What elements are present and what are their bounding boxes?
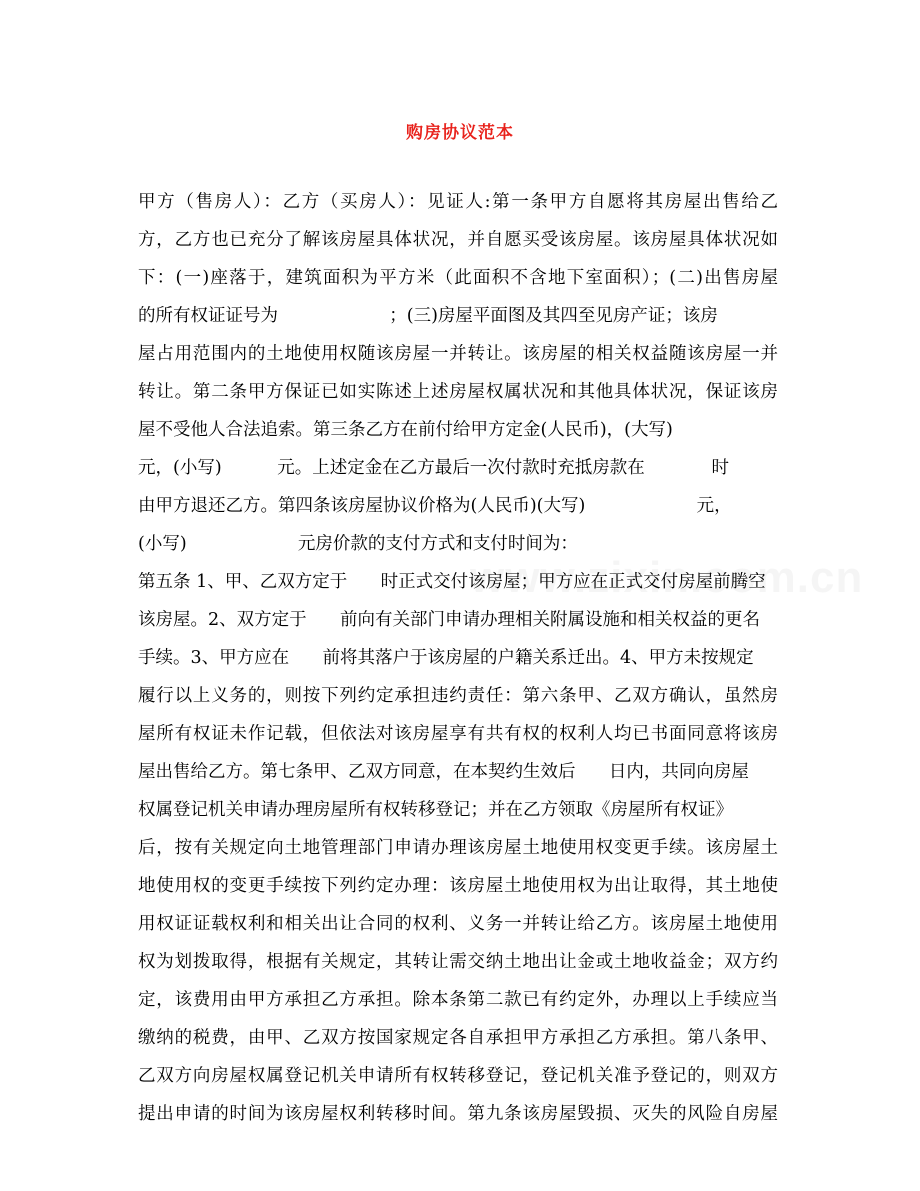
body-line: 第五条 1、甲、乙双方定于 时正式交付该房屋；甲方应在正式交付房屋前腾空 bbox=[138, 572, 766, 592]
body-line: 乙双方向房屋权属登记机关申请所有权转移登记，登记机关准予登记的，则双方 bbox=[138, 1066, 778, 1086]
body-line: 该房屋。2、双方定于 前向有关部门申请办理相关附属设施和相关权益的更名 bbox=[138, 610, 761, 630]
body-line: 下：(一)座落于，建筑面积为平方米（此面积不含地下室面积）；(二)出售房屋 bbox=[138, 268, 778, 288]
body-line: 履行以上义务的，则按下列约定承担违约责任：第六条甲、乙双方确认，虽然房 bbox=[138, 686, 778, 706]
page-title: 购房协议范本 bbox=[406, 123, 514, 143]
body-line: 元，(小写) 元。上述定金在乙方最后一次付款时充抵房款在 时 bbox=[138, 458, 730, 478]
body-line: 甲方（售房人）：乙方（买房人）：见证人:第一条甲方自愿将其房屋出售给乙 bbox=[138, 192, 778, 212]
body-line: 缴纳的税费，由甲、乙双方按国家规定各自承担甲方承担乙方承担。第八条甲、 bbox=[138, 1028, 778, 1048]
body-line: 提出申请的时间为该房屋权利转移时间。第九条该房屋毁损、灭失的风险自房屋 bbox=[138, 1104, 778, 1124]
body-line: 由甲方退还乙方。第四条该房屋协议价格为(人民币)(大写) 元， bbox=[138, 496, 732, 516]
body-line: 转让。第二条甲方保证已如实陈述上述房屋权属状况和其他具体状况，保证该房 bbox=[138, 382, 778, 402]
body-line: 屋不受他人合法追索。第三条乙方在前付给甲方定金(人民币)，(大写) bbox=[138, 420, 673, 440]
body-line: 的所有权证证号为 ；(三)房屋平面图及其四至见房产证；该房 bbox=[138, 306, 718, 326]
body-line: 屋所有权证未作记载，但依法对该房屋享有共有权的权利人均已书面同意将该房 bbox=[138, 724, 778, 744]
body-line: (小写) 元房价款的支付方式和支付时间为： bbox=[138, 534, 578, 554]
body-line: 屋出售给乙方。第七条甲、乙双方同意，在本契约生效后 日内，共同向房屋 bbox=[138, 762, 749, 782]
body-line: 地使用权的变更手续按下列约定办理：该房屋土地使用权为出让取得，其土地使 bbox=[138, 876, 778, 896]
body-line: 手续。3、甲方应在 前将其落户于该房屋的户籍关系迁出。4、甲方未按规定 bbox=[138, 648, 754, 668]
body-line: 方，乙方也已充分了解该房屋具体状况，并自愿买受该房屋。该房屋具体状况如 bbox=[138, 230, 778, 250]
body-line: 屋占用范围内的土地使用权随该房屋一并转让。该房屋的相关权益随该房屋一并 bbox=[138, 344, 778, 364]
body-line: 用权证证载权利和相关出让合同的权利、义务一并转让给乙方。该房屋土地使用 bbox=[138, 914, 778, 934]
body-line: 权为划拨取得，根据有关规定，其转让需交纳土地出让金或土地收益金；双方约 bbox=[138, 952, 778, 972]
body-line: 后，按有关规定向土地管理部门申请办理该房屋土地使用权变更手续。该房屋土 bbox=[138, 838, 778, 858]
body-line: 权属登记机关申请办理房屋所有权转移登记；并在乙方领取《房屋所有权证》 bbox=[138, 800, 733, 820]
body-line: 定，该费用由甲方承担乙方承担。除本条第二款已有约定外，办理以上手续应当 bbox=[138, 990, 778, 1010]
